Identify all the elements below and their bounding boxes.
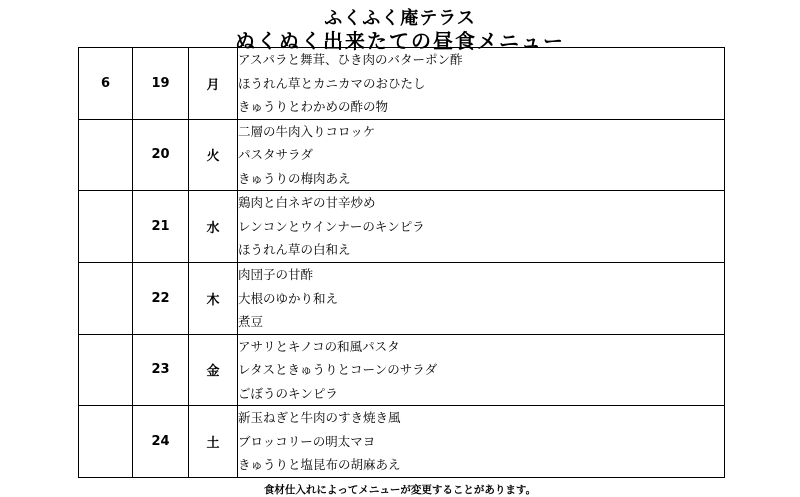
dish-item: 大根のゆかり和え [238, 290, 339, 306]
day-cell: 22 [133, 262, 189, 334]
dish-item: 二層の牛肉入りコロッケ [238, 123, 376, 139]
shop-name: ふくふく庵テラス [324, 8, 476, 29]
dishes-cell [238, 262, 725, 334]
month-cell: 6 [79, 48, 133, 120]
day-cell: 19 [133, 48, 189, 120]
day-cell: 24 [133, 406, 189, 478]
dish-item: 煮豆 [238, 314, 264, 330]
dish-item: きゅうりの梅肉あえ [238, 170, 351, 186]
dish-item: ほうれん草とカニカマのおひたし [238, 75, 426, 91]
dish-item: ほうれん草の白和え [238, 242, 351, 258]
dish-item: レンコンとウインナーのキンピラ [238, 218, 425, 234]
dish-item: アスパラと舞茸、ひき肉のバターポン酢 [238, 52, 463, 68]
page-title: ぬくぬく出来たての昼食メニュー [235, 29, 565, 53]
month-cell [79, 262, 133, 334]
weekday-cell: 金 [189, 334, 238, 406]
dishes-cell [238, 119, 725, 191]
dish-item: パスタサラダ [238, 147, 313, 163]
weekday-cell: 月 [189, 48, 238, 120]
weekday-cell: 土 [189, 406, 238, 478]
dish-item: きゅうりとわかめの酢の物 [238, 99, 389, 115]
dishes-cell [238, 334, 725, 406]
dishes-cell [238, 406, 725, 478]
menu-row [79, 191, 725, 263]
day-cell: 23 [133, 334, 189, 406]
menu-row [79, 262, 725, 334]
menu-row [79, 334, 725, 406]
dish-item: 鶏肉と白ネギの甘辛炒め [238, 195, 376, 211]
dish-item: ごぼうのキンピラ [238, 385, 338, 401]
lunch-menu-table [78, 47, 725, 478]
dish-item: ブロッコリーの明太マヨ [238, 433, 376, 449]
weekday-cell: 火 [189, 119, 238, 191]
dishes-cell [238, 191, 725, 263]
menu-row [79, 48, 725, 120]
dish-item: きゅうりと塩昆布の胡麻あえ [238, 457, 401, 473]
day-cell: 21 [133, 191, 189, 263]
dish-item: レタスときゅうりとコーンのサラダ [238, 362, 438, 378]
dish-item: アサリとキノコの和風パスタ [238, 338, 400, 354]
month-cell [79, 191, 133, 263]
menu-change-notice: 食材仕入れによってメニューが変更することがあります。 [263, 484, 537, 496]
weekday-cell: 水 [189, 191, 238, 263]
month-cell [79, 334, 133, 406]
dish-item: 肉団子の甘酢 [238, 267, 314, 283]
month-cell [79, 406, 133, 478]
day-cell: 20 [133, 119, 189, 191]
dishes-cell [238, 48, 725, 120]
menu-row [79, 406, 725, 478]
month-cell [79, 119, 133, 191]
weekday-cell: 木 [189, 262, 238, 334]
dish-item: 新玉ねぎと牛肉のすき焼き風 [238, 410, 401, 426]
menu-row [79, 119, 725, 191]
